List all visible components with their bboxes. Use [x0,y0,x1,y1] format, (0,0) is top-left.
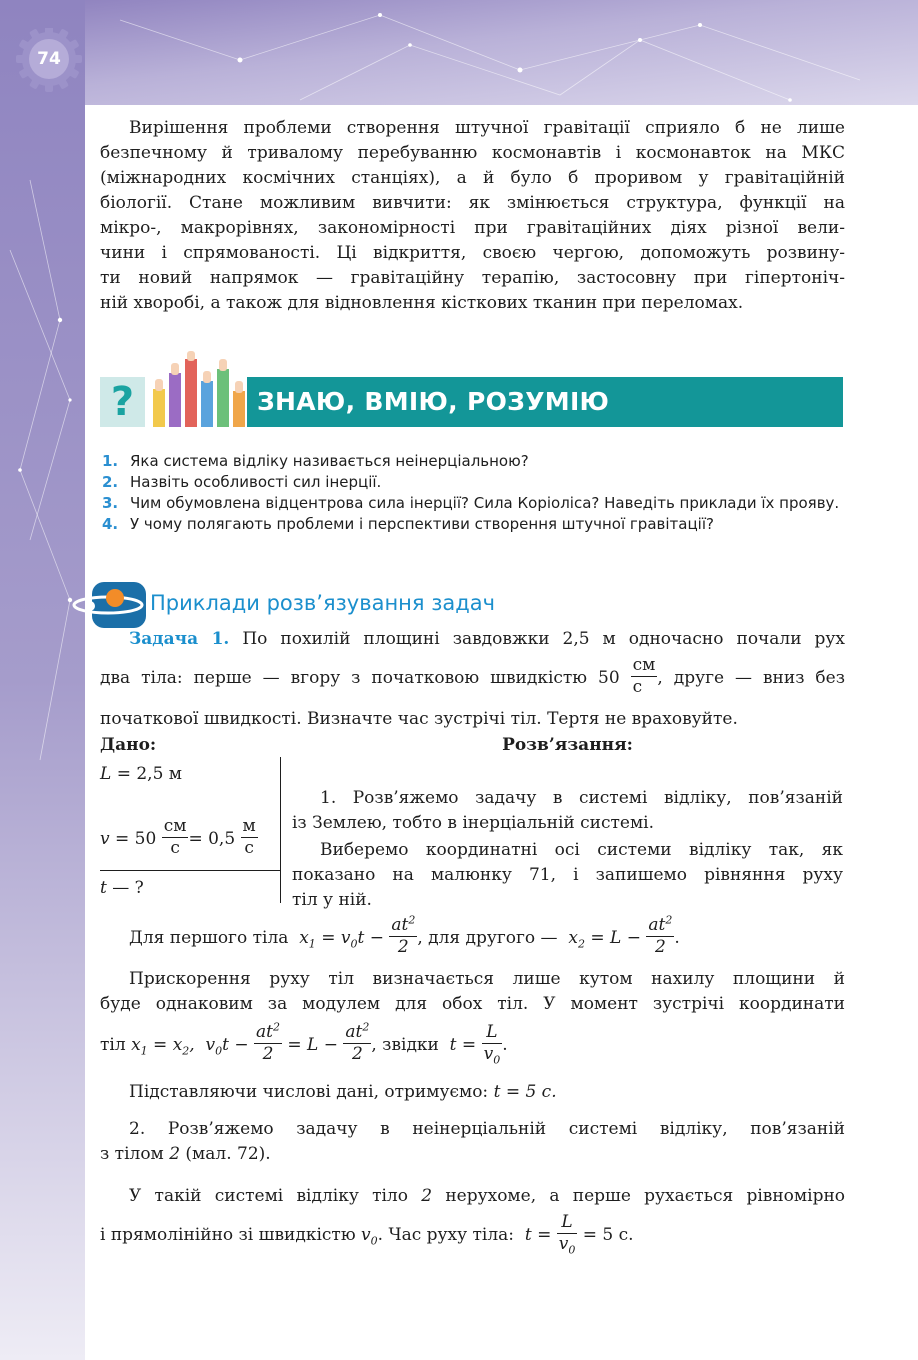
solution-line: Виберемо координатні осі системи відліку так, як [320,840,843,860]
substitution-result: t = 5 с. [493,1082,557,1102]
task-label: Задача 1. [129,629,230,649]
second-method-line-2: з тілом 2 (мал. 72). [100,1144,271,1164]
given-var: v [100,829,110,849]
given-heading: Дано: [100,735,157,755]
task-line-2-text [100,657,845,700]
task-text: два тіла: перше — вгору з початковою швидкістю 50 [100,668,620,688]
task-line-1-text [129,627,845,652]
given-vertical-rule [280,757,281,903]
given-v-unit-si [241,816,258,859]
question-number: 4. [102,515,119,533]
meeting-frac-1: $\frac{at^2}{2}$ [256,1020,280,1064]
banner-title: ЗНАЮ, ВМІЮ, РОЗУМІЮ [257,387,610,416]
given-v-unit [162,816,189,859]
equation-text: , для другого — [417,928,558,948]
meeting-frac-2: $\frac{at^2}{2}$ [345,1020,370,1064]
banner-bar [247,377,843,427]
noninertial-line-2: і прямолінійно зі швидкістю $v_0$. Час руху тіла: t = $\frac{L}{v_0}$ = 5 с. [100,1212,634,1257]
given-value: — ? [106,878,144,898]
equations-line: Для першого тіла $x_1 = v_0t$ − $\frac{at^2}{2}$ , для другого — $x_2 = L$ − $\frac{at^2}{2}$ . [129,913,680,957]
question-list [100,451,845,535]
question-number: 3. [102,494,119,512]
intro-line: Вирішення проблеми створення штучної гравітації сприяло б не лише [129,118,845,138]
meeting-text: , звідки [371,1035,439,1055]
substitution-line [129,1080,557,1105]
task-line-3: початкової швидкості. Визначте час зустрічі тіл. Тертя не враховуйте. [100,709,738,729]
given-value: = 0,5 [188,829,236,849]
time-result: = 5 с. [582,1225,634,1245]
velocity-symbol: $v_0$ [361,1225,378,1248]
intro-paragraph [100,116,845,316]
solution-heading: Розв’язання: [502,735,633,755]
acceleration-paragraph [100,967,845,1017]
question-number: 1. [102,452,119,470]
given-divider [100,870,281,871]
solution-line: тіл у ній. [292,890,372,910]
equation-2: $x_2 = L$ − [562,928,647,951]
acceleration-line: буде однаковим за модулем для обох тіл. У момент зустрічі координати [100,994,845,1014]
unit-numerator: см [163,816,187,836]
noninertial-paragraph [100,1184,845,1209]
solution-line: показано на малюнку 71, і запишемо рівняння руху [292,865,843,885]
unit-denominator: с [632,677,643,697]
given-L [100,762,182,787]
equation-text: Для першого тіла [129,928,289,948]
given-v [100,818,258,861]
page-number: 74 [37,49,61,69]
equation-2-frac: $\frac{at^2}{2}$ [648,913,673,957]
task-line-2 [100,657,845,700]
task-text: По похилій площині завдовжки 2,5 м одночасно почали рух [242,629,846,649]
question-text: Яка система відліку називається неінерціальною? [130,452,529,470]
question-text: Чим обумовлена відцентрова сила інерції? Сила Коріоліса? Наведіть приклади їх прояву. [130,494,840,512]
intro-line: безпечному й тривалому перебуванню космонавтів і космонавток на МКС [100,143,845,163]
equation-1-frac: $\frac{at^2}{2}$ [391,913,416,957]
unit-numerator: см [632,655,656,675]
raised-hands-icon [147,351,247,427]
question-item [100,514,845,535]
solution-intro [292,786,843,913]
question-box [100,377,145,427]
given-unknown [100,876,144,901]
body-number: 2 [169,1144,181,1164]
equation-1: $x_1 = v_0t$ − [293,928,390,951]
meeting-condition: $x_1 = x_2$, $v_0t$ − [131,1035,255,1058]
section-title: Приклади розв’язування задач [150,591,496,615]
question-mark-icon: ? [110,379,135,425]
intro-line: ній хворобі, а також для відновлення кісткових тканин при переломах. [100,293,744,313]
meeting-equation-line: тіл $x_1 = x_2$, $v_0t$ − $\frac{at^2}{2}$ = L − $\frac{at^2}{2}$ , звідки t = $\frac{L}{v_0}$ . [100,1020,508,1067]
solution-line: 1. Розв’яжемо задачу в системі відліку, пов’язаній [320,788,843,808]
time-formula: $\frac{L}{v_0}$ [483,1022,501,1067]
given-var: t [100,878,107,898]
question-text: У чому полягають проблеми і перспективи створення штучної гравітації? [130,515,714,533]
unit-numerator: м [242,816,256,836]
unit-fraction [631,655,658,698]
section-banner [100,377,843,427]
second-method-line: 2. Розв’яжемо задачу в неінерціальній системі відліку, пов’язаній [129,1119,845,1139]
task-line-1 [100,627,845,652]
question-number: 2. [102,473,119,491]
intro-line: біології. Стане можливим вивчити: як змінюється структура, функції на [100,193,845,213]
intro-line: (міжнародних космічних станціях), а й було б проривом у гравітаційній [100,168,845,188]
question-text: Назвіть особливості сил інерції. [130,473,382,491]
given-var: L [100,764,112,784]
task-text: , друге — вниз без [657,668,845,688]
given-value: = 2,5 м [111,764,183,784]
question-item [100,472,845,493]
unit-denominator: с [170,838,180,858]
substitution-text: Підставляючи числові дані, отримуємо: [129,1082,489,1102]
second-method-paragraph [100,1117,845,1167]
question-item [100,451,845,472]
acceleration-line: Прискорення руху тіл визначається лише кутом нахилу площини й [129,969,845,989]
time-formula: $\frac{L}{v_0}$ [558,1212,576,1257]
given-value: = 50 [109,829,157,849]
solution-line: із Землею, тобто в інерціальній системі. [292,813,655,833]
unit-denominator: с [244,838,254,858]
body-number: 2 [421,1186,433,1206]
intro-line: ти новий напрямок — гравітаційну терапію, застосовну при гіпертоніч- [100,268,845,288]
intro-line: чини і спрямованості. Ці відкриття, своєю чергою, допоможуть розвину- [100,243,845,263]
planet-orbit-icon [70,580,146,630]
question-item [100,493,845,514]
meeting-text: тіл [100,1035,126,1055]
intro-line: мікро-, макрорівнях, закономірності при гравітаційних діях різної вели- [100,218,845,238]
noninertial-line-1: У такій системі відліку тіло 2 нерухоме, а перше рухається рівномірно [129,1186,846,1206]
